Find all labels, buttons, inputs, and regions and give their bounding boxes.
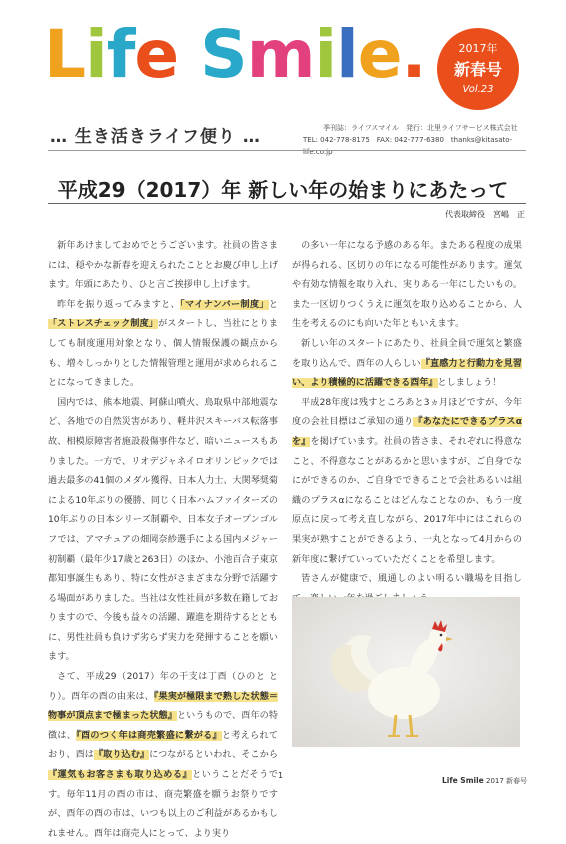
publisher-line: 季刊誌：ライフスマイル 発行：北里ライフサービス株式会社 xyxy=(323,124,518,132)
logo-letter: . xyxy=(401,16,426,93)
paragraph-text: と考えられており、酉は xyxy=(48,730,278,761)
masthead-tagline: … 生き活きライフ便り … xyxy=(50,127,261,147)
paragraph-text: につながるといわれ、そこから xyxy=(149,750,278,761)
paragraph-text: 昨年を振り返ってみますと、 xyxy=(57,299,181,310)
logo-letter: i xyxy=(85,16,107,93)
publisher-info xyxy=(303,122,533,158)
logo-letter: f xyxy=(106,16,135,93)
highlighted-phrase: 『果実が極限まで熟した状態＝物事が頂点まで極まった状態』 xyxy=(48,691,279,722)
masthead-logo xyxy=(44,16,426,93)
badge-volume: Vol.23 xyxy=(462,84,494,95)
highlighted-phrase: 「マイナンバー制度」 xyxy=(180,299,269,310)
article-column-right xyxy=(292,237,522,629)
paragraph-text: 平成28年度は残すところあと3ヵ月ほどですが、今年度の会社目標はご承知の通り xyxy=(292,397,522,428)
paragraph-text: 新年あけましておめでとうございます。社員の皆さまには、穏やかな新春を迎えられたこととお慶び申し上げます。年頭にあたり、ひと言ご挨拶申し上げます。 xyxy=(48,241,278,291)
highlighted-phrase: 『酉のつく年は商売繁盛に繋がる』 xyxy=(76,730,222,741)
highlighted-phrase: 『あなたにできるプラスαを』 xyxy=(292,417,522,447)
article-title: 平成29（2017）年 新しい年の始まりにあたって xyxy=(57,178,509,202)
rooster-illustration xyxy=(292,597,520,747)
article-paragraph xyxy=(48,394,278,668)
article-column-left xyxy=(48,237,278,844)
paragraph-text: の多い一年になる予感のある年。またある程度の成果が得られる、区切りの年になる可能性があります。運気や有効な情報を取り入れ、実りある一年にしたいもの。また一区切りつくうえに運気を取り込めることから、人生を考えるのにも向いた年ともいえます。 xyxy=(292,241,522,330)
article-paragraph xyxy=(48,296,278,394)
paragraph-text: ということだそうです。毎年11月の酉の市は、商売繁盛を願うお祭りですが、酉年の酉の市は、いつも以上のご利益があるかもしれません。酉年は商売人にとって、より実り xyxy=(48,770,278,839)
masthead-divider xyxy=(48,150,526,151)
footer-brand: Life Smile xyxy=(442,776,484,785)
logo-letter: L xyxy=(44,16,86,93)
logo-letter xyxy=(178,22,200,88)
rooster-photo xyxy=(292,597,520,747)
article-paragraph xyxy=(292,394,522,570)
title-divider xyxy=(48,203,526,204)
logo-letter: e xyxy=(134,16,179,93)
highlighted-phrase: 「ストレスチェック制度」 xyxy=(48,319,159,330)
article-paragraph xyxy=(292,335,522,394)
paragraph-text: としましょう！ xyxy=(437,378,502,389)
issue-badge xyxy=(437,28,519,110)
logo-letter: l xyxy=(336,16,358,93)
logo-letter: e xyxy=(357,16,402,93)
paragraph-text: がスタートし、当社にとりましても制度運用対象となり、個人情報保護の観点からも、増々しっかりとした情報管理と運用が求められることになってきました。 xyxy=(48,319,278,389)
highlighted-phrase: 『運気もお客さまも取り込める』 xyxy=(48,770,193,781)
paragraph-text: というもので、酉年の特徴は、 xyxy=(48,711,278,741)
paragraph-text: を掲げています。社員の皆さま、それぞれに得意なこと、不得意なことがあるかと思いますが、ご自身でなにができるのか、ご自身でできることで会社あるいは組織のプラスαになることはどんなことなのか、もう一度原点に戻って考え直しながら、2017年中にはこれらの果実が熟すことができるよう、一丸となって4月からの新年度に繋げていっていただくことを希望します。 xyxy=(292,436,522,565)
article-paragraph xyxy=(48,237,278,296)
badge-title: 新春号 xyxy=(453,60,502,79)
article-author: 代表取締役 宮嶋 正 xyxy=(445,210,525,219)
article-paragraph xyxy=(48,668,278,844)
highlighted-phrase: 『取り込む』 xyxy=(93,750,150,761)
footer-issue xyxy=(442,776,527,786)
paragraph-text: と xyxy=(268,299,278,310)
footer-issue-label: 2017 新春号 xyxy=(486,777,528,785)
badge-year: 2017年 xyxy=(458,42,498,55)
paragraph-text: さて、平成29（2017）年の干支は丁酉（ひのと とり）。酉年の酉の由来は、 xyxy=(48,672,278,702)
paragraph-text: 新しい年のスタートにあたり、社員全員で運気と繁盛を取り込んで、酉年の人らしい xyxy=(292,338,522,369)
logo-letter: i xyxy=(314,16,337,93)
paragraph-text: 国内では、熊本地震、阿蘇山噴火、鳥取県中部地震など、各地での自然災害があり、軽井沢スキーバス転落事故、相模原障害者施設殺傷事件など、暗いニュースもありました。一方で、リオデジャネイロオリンピックでは過去最多の41個のメダル獲得、日本人力士、大関琴奨菊による10年ぶりの優勝、同じく日本ハムファイターズの10年ぶりの日本シリーズ制覇や、日本女子オープンゴルフでは、アマチュアの畑岡奈紗選手による国内メジャー初制覇（最年少17歳と263日）のほか、小池百合子東京都知事誕生もあり、特に女性がさまざまな分野で活躍する場面がありました。当社は女性社員が多数在籍しておりますので、今後も益々の活躍、躍進を期待するとともに、男性社員も負けず劣らず実力を発揮することを願います。 xyxy=(48,397,278,663)
logo-letter: m xyxy=(246,16,315,93)
highlighted-phrase: 『直感力と行動力を見習い、より積極的に活躍できる酉年』 xyxy=(292,358,522,389)
logo-letter: S xyxy=(200,16,247,93)
contact-line: TEL: 042-778-8175 FAX: 042-777-6380 thanks@kitasato-life.co.jp xyxy=(303,136,513,156)
article-paragraph xyxy=(292,237,522,335)
paragraph-text: 皆さんが健康で、風通しのよい明るい職場を目指し xyxy=(301,574,522,585)
page-number: 1 xyxy=(278,771,284,780)
